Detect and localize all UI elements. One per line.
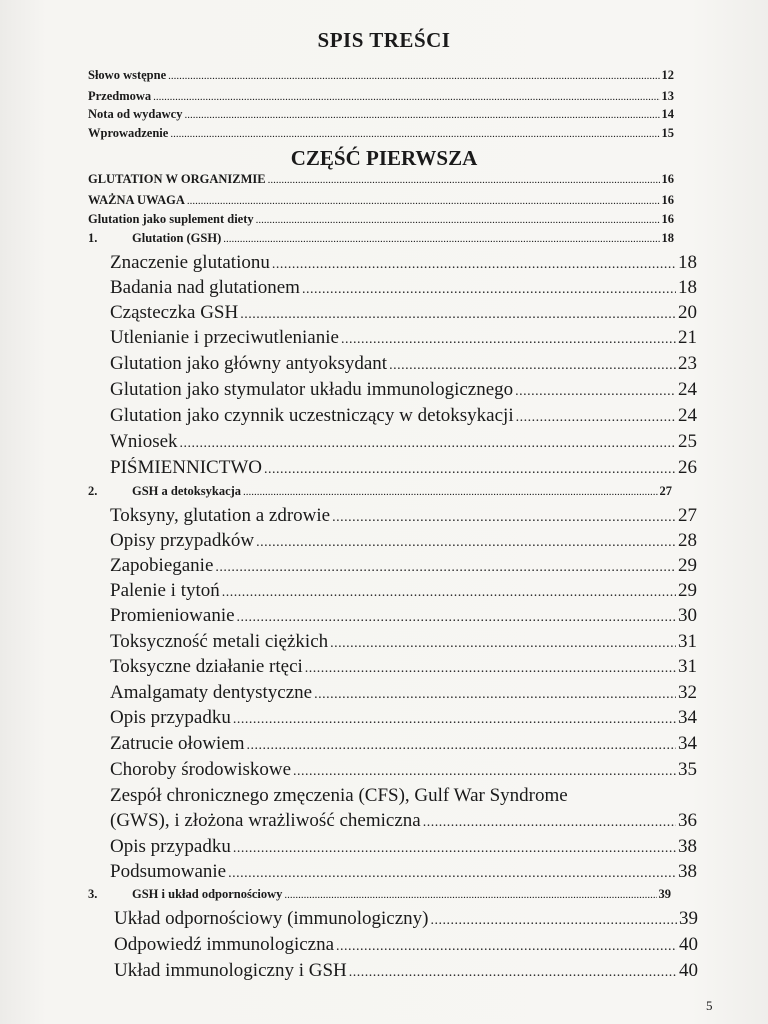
- page-number: 5: [706, 998, 713, 1013]
- toc-entry: Toksyczność metali ciężkich ..... 31: [110, 631, 697, 653]
- toc-entry: Promieniowanie ..... 30: [110, 605, 697, 627]
- toc-entry-intro: WAŻNA UWAGA ..... 16: [88, 193, 674, 208]
- toc-entry-front: Nota od wydawcy ..... 14: [88, 107, 674, 122]
- toc-entry: Toksyny, glutation a zdrowie ..... 27: [110, 505, 697, 527]
- chapter-heading: 2. GSH a detoksykacja ..... 27: [88, 484, 672, 499]
- toc-entry: Cząsteczka GSH ..... 20: [110, 302, 697, 324]
- toc-entry-front: Wprowadzenie ..... 15: [88, 126, 674, 141]
- toc-entry: Podsumowanie ..... 38: [110, 861, 697, 883]
- chapter-heading: 3. GSH i układ odpornościowy ..... 39: [88, 887, 671, 902]
- toc-entry: Glutation jako główny antyoksydant ..... 23: [110, 353, 697, 375]
- toc-entry-intro: GLUTATION W ORGANIZMIE ..... 16: [88, 172, 674, 187]
- toc-entry: Opisy przypadków ..... 28: [110, 530, 697, 552]
- toc-entry: Palenie i tytoń ..... 29: [110, 580, 697, 602]
- toc-entry: Odpowiedź immunologiczna ..... 40: [114, 934, 698, 956]
- chapter-heading: 1. Glutation (GSH) ..... 18: [88, 231, 674, 246]
- toc-entry-front: Słowo wstępne ..... 12: [88, 68, 674, 83]
- toc-entry: Wniosek ..... 25: [110, 431, 697, 453]
- toc-entry: Zatrucie ołowiem ..... 34: [110, 733, 697, 755]
- toc-entry: Znaczenie glutationu ..... 18: [110, 252, 697, 274]
- toc-entry: Glutation jako stymulator układu immunologicznego ..... 24: [110, 379, 697, 401]
- toc-entry: Choroby środowiskowe ..... 35: [110, 759, 697, 781]
- toc-entry: (GWS), i złożona wrażliwość chemiczna ..... 36: [110, 810, 697, 832]
- toc-entry: Toksyczne działanie rtęci ..... 31: [110, 656, 697, 678]
- toc-entry: Glutation jako czynnik uczestniczący w detoksykacji ..... 24: [110, 405, 697, 427]
- toc-entry: Utlenianie i przeciwutlenianie ..... 21: [110, 327, 697, 349]
- toc-entry: Opis przypadku ..... 38: [110, 836, 697, 858]
- toc-entry-front: Przedmowa ..... 13: [88, 89, 674, 104]
- toc-entry: Zapobieganie ..... 29: [110, 555, 697, 577]
- toc-entry: Opis przypadku ..... 34: [110, 707, 697, 729]
- toc-entry: Układ odpornościowy (immunologiczny) ..... 39: [114, 908, 698, 930]
- toc-entry: Amalgamaty dentystyczne ..... 32: [110, 682, 697, 704]
- toc-entry: PIŚMIENNICTWO ..... 26: [110, 457, 697, 479]
- toc-entry-intro: Glutation jako suplement diety ..... 16: [88, 212, 674, 227]
- part-title: CZĘŚĆ PIERWSZA: [290, 146, 478, 170]
- toc-entry: Układ immunologiczny i GSH ..... 40: [114, 960, 698, 982]
- toc-entry: Badania nad glutationem ..... 18: [110, 277, 697, 299]
- toc-entry-wrapped-line: Zespół chronicznego zmęczenia (CFS), Gulf War Syndrome: [110, 785, 568, 806]
- page-title: SPIS TREŚCI: [317, 28, 451, 52]
